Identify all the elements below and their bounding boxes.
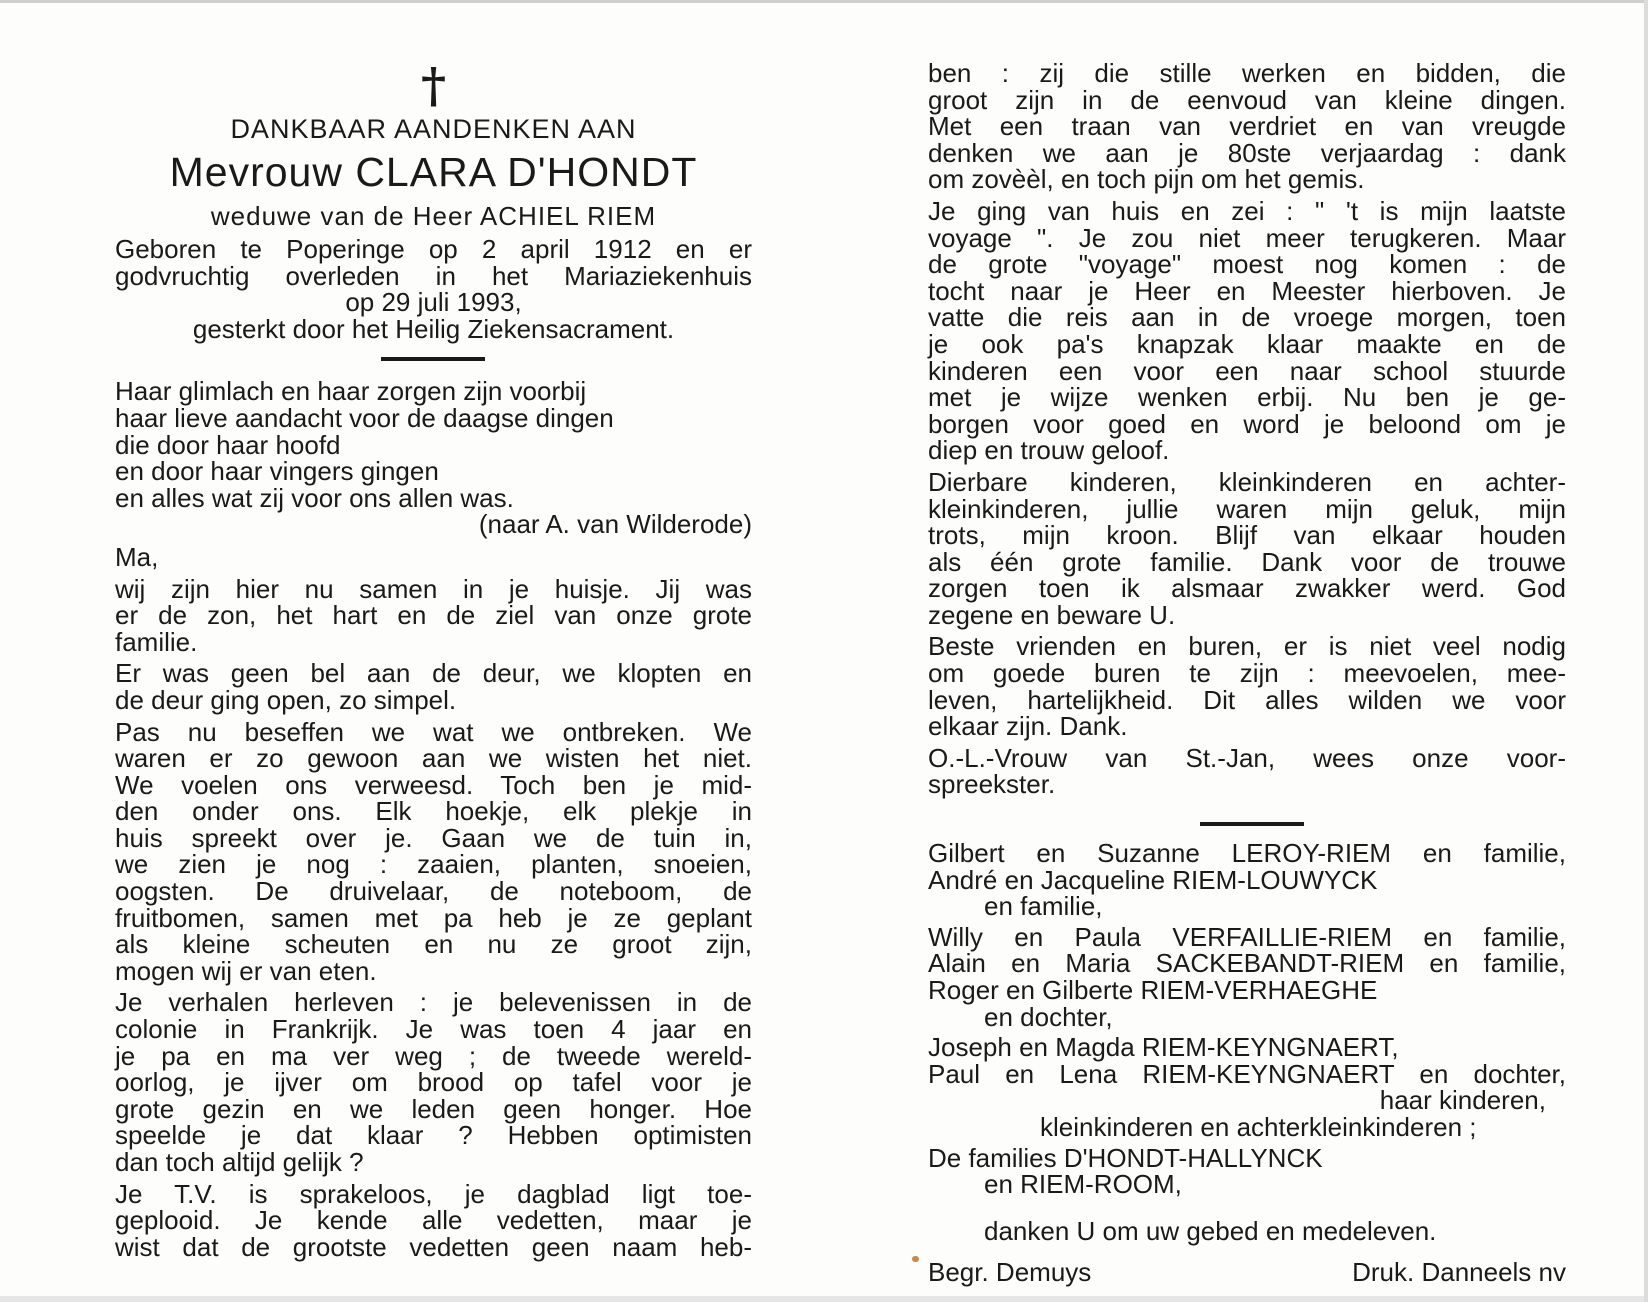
text-line: als kleine scheuten en nu ze groot zijn, (115, 929, 752, 960)
family-line: Willy en Paula VERFAILLIE-RIEM en familie, (928, 921, 1566, 952)
text-line: We voelen ons verweesd. Toch ben je mid- (115, 769, 752, 800)
text-line: om zovèèl, en toch pijn om het gemis. (928, 164, 1365, 195)
letter-paragraph (115, 573, 752, 657)
letter-paragraph (928, 60, 1566, 193)
printer-credit: Druk. Danneels nv (1352, 1257, 1566, 1288)
text-line: Pas nu beseffen we wat we ontbreken. We (115, 716, 752, 747)
divider-rule (381, 357, 485, 361)
text-line: met je wijze wenken erbij. Nu ben je ge- (928, 382, 1566, 413)
text-line: wij zijn hier nu samen in je huisje. Jij was (115, 573, 752, 604)
text-line: O.-L.-Vrouw van St.-Jan, wees onze voor- (928, 742, 1566, 773)
text-line: oorlog, je ijver om brood op tafel voor je (115, 1067, 752, 1098)
dedication-heading: DANKBAAR AANDENKEN AAN (230, 114, 637, 144)
text-line: Je ging van huis en zei : " 't is mijn laatste (928, 195, 1566, 226)
family-line: Alain en Maria SACKEBANDT-RIEM en familie, (928, 948, 1566, 979)
text-line: ben : zij die stille werken en bidden, die (928, 58, 1566, 88)
family-line: André en Jacqueline RIEM-LOUWYCK (928, 864, 1378, 895)
card-edge-bottom (0, 1296, 1648, 1302)
ink-speck (912, 1256, 919, 1262)
text-line: kinderen een voor een naar school stuurde (928, 355, 1566, 386)
text-line: Dierbare kinderen, kleinkinderen en achter- (928, 466, 1566, 497)
text-line: colonie in Frankrijk. Je was toen 4 jaar en (115, 1014, 752, 1045)
family-line: en familie, (984, 891, 1103, 922)
text-line: Je T.V. is sprakeloos, je dagblad ligt toe- (115, 1178, 752, 1209)
text-line: Geboren te Poperinge op 2 april 1912 en er (115, 234, 752, 264)
family-line: Paul en Lena RIEM-KEYNGNAERT en dochter, (928, 1058, 1566, 1089)
text-line: Met een traan van verdriet en van vreugde (928, 111, 1566, 142)
text-line: familie. (115, 626, 198, 657)
poem-line: en alles wat zij voor ons allen was. (115, 482, 514, 513)
letter-greeting: Ma, (115, 541, 159, 572)
text-line: oogsten. De druivelaar, de noteboom, de (115, 876, 752, 907)
letter-paragraph (115, 660, 752, 713)
family-line: Joseph en Magda RIEM-KEYNGNAERT, (928, 1032, 1399, 1063)
family-line: kleinkinderen en achterkleinkinderen ; (1040, 1111, 1477, 1142)
cross-icon: † (420, 58, 447, 114)
text-line: mogen wij er van eten. (115, 955, 377, 986)
letter-paragraph (115, 1178, 752, 1262)
text-line: elkaar zijn. Dank. (928, 711, 1128, 742)
text-line: de deur ging open, zo simpel. (115, 684, 457, 715)
widow-of-line: weduwe van de Heer ACHIEL RIEM (210, 201, 657, 231)
letter-paragraph (115, 989, 752, 1175)
birth-death-text (115, 236, 752, 342)
card-edge-right (1644, 0, 1648, 1302)
right-column (928, 60, 1566, 1286)
text-line: borgen voor goed en word je beloond om je (928, 408, 1566, 439)
poem-line: die door haar hoofd (115, 429, 341, 460)
text-line: we zien je nog : zaaien, planten, snoeien, (115, 849, 752, 880)
text-line: trots, mijn kroon. Blijf van elkaar houden (928, 520, 1566, 551)
text-line: wist dat de grootste vedetten geen naam heb- (115, 1231, 752, 1262)
text-line: grote gezin en we leden geen honger. Hoe (115, 1093, 752, 1124)
letter-paragraph (928, 466, 1566, 630)
thanks-line: danken U om uw gebed en medeleven. (984, 1215, 1437, 1246)
family-list (928, 840, 1566, 1198)
family-line: en RIEM-ROOM, (984, 1169, 1182, 1200)
text-line: vatte die reis aan in de vroege morgen, toen (928, 302, 1566, 333)
family-line: Roger en Gilberte RIEM-VERHAEGHE (928, 975, 1378, 1005)
poem-line: haar lieve aandacht voor de daagse dingen (115, 402, 614, 433)
text-line: zegene en beware U. (928, 599, 1176, 630)
text-line: zorgen toen ik alsmaar zwakker werd. God (928, 573, 1566, 604)
text-line: spreekster. (928, 769, 1056, 800)
footer (928, 1259, 1566, 1286)
text-line: je pa en ma ver weg ; de tweede wereld- (115, 1040, 752, 1071)
text-line: gesterkt door het Heilig Ziekensacrament. (192, 313, 675, 344)
undertaker-credit: Begr. Demuys (928, 1257, 1092, 1288)
letter-paragraph (928, 195, 1566, 466)
text-line: fruitbomen, samen met pa heb je ze geplant (115, 902, 752, 933)
text-line: speelde je dat klaar ? Hebben optimisten (115, 1120, 752, 1151)
family-line: Gilbert en Suzanne LEROY-RIEM en familie, (928, 838, 1566, 869)
text-line: voyage ". Je zou niet meer terugkeren. Maar (928, 222, 1566, 253)
text-line: diep en trouw geloof. (928, 435, 1170, 466)
text-line: waren er zo gewoon aan we wisten het niet. (115, 743, 752, 774)
card-edge-top (0, 0, 1648, 3)
poem-line: Haar glimlach en haar zorgen zijn voorbij (115, 376, 587, 407)
text-line: leven, hartelijkheid. Dit alles wilden we voor (928, 684, 1566, 715)
poem (115, 378, 752, 538)
text-line: er de zon, het hart en de ziel van onze grote (115, 600, 752, 631)
family-line: haar kinderen, (1379, 1085, 1546, 1116)
text-line: kleinkinderen, jullie waren mijn geluk, mijn (928, 493, 1566, 524)
text-line: Er was geen bel aan de deur, we klopten en (115, 658, 752, 689)
poem-line: en door haar vingers gingen (115, 456, 439, 487)
text-line: Beste vrienden en buren, er is niet veel nodig (928, 631, 1566, 662)
text-line: huis spreekt over je. Gaan we de tuin in, (115, 822, 752, 853)
left-column (115, 60, 752, 1260)
text-line: denken we aan je 80ste verjaardag : dank (928, 137, 1566, 168)
text-line: godvruchtig overleden in het Mariaziekenhuis (115, 260, 752, 291)
text-line: dan toch altijd gelijk ? (115, 1147, 364, 1177)
letter-paragraph (115, 716, 752, 986)
text-line: je ook pa's knapzak klaar maakte en de (928, 328, 1566, 359)
text-line: om goede buren te zijn : meevoelen, mee- (928, 658, 1566, 689)
letter-paragraph (928, 631, 1566, 742)
poem-attribution: (naar A. van Wilderode) (478, 509, 752, 540)
divider-rule (1200, 822, 1304, 826)
text-line: Je verhalen herleven : je belevenissen in de (115, 987, 752, 1018)
text-line: op 29 juli 1993, (345, 287, 522, 318)
family-line: De families D'HONDT-HALLYNCK (928, 1142, 1323, 1173)
text-line: tocht naar je Heer en Meester hierboven. Je (928, 275, 1566, 306)
family-line: en dochter, (984, 1001, 1113, 1032)
text-line: geplooid. Je kende alle vedetten, maar je (115, 1205, 752, 1236)
text-line: groot zijn in de eenvoud van kleine dingen. (928, 84, 1566, 115)
text-line: den onder ons. Elk hoekje, elk plekje in (115, 796, 752, 827)
letter-paragraph (928, 742, 1566, 800)
text-line: als één grote familie. Dank voor de trouwe (928, 546, 1566, 577)
deceased-name: Mevrouw CLARA D'HONDT (169, 149, 698, 195)
text-line: de grote "voyage" moest nog komen : de (928, 249, 1566, 280)
